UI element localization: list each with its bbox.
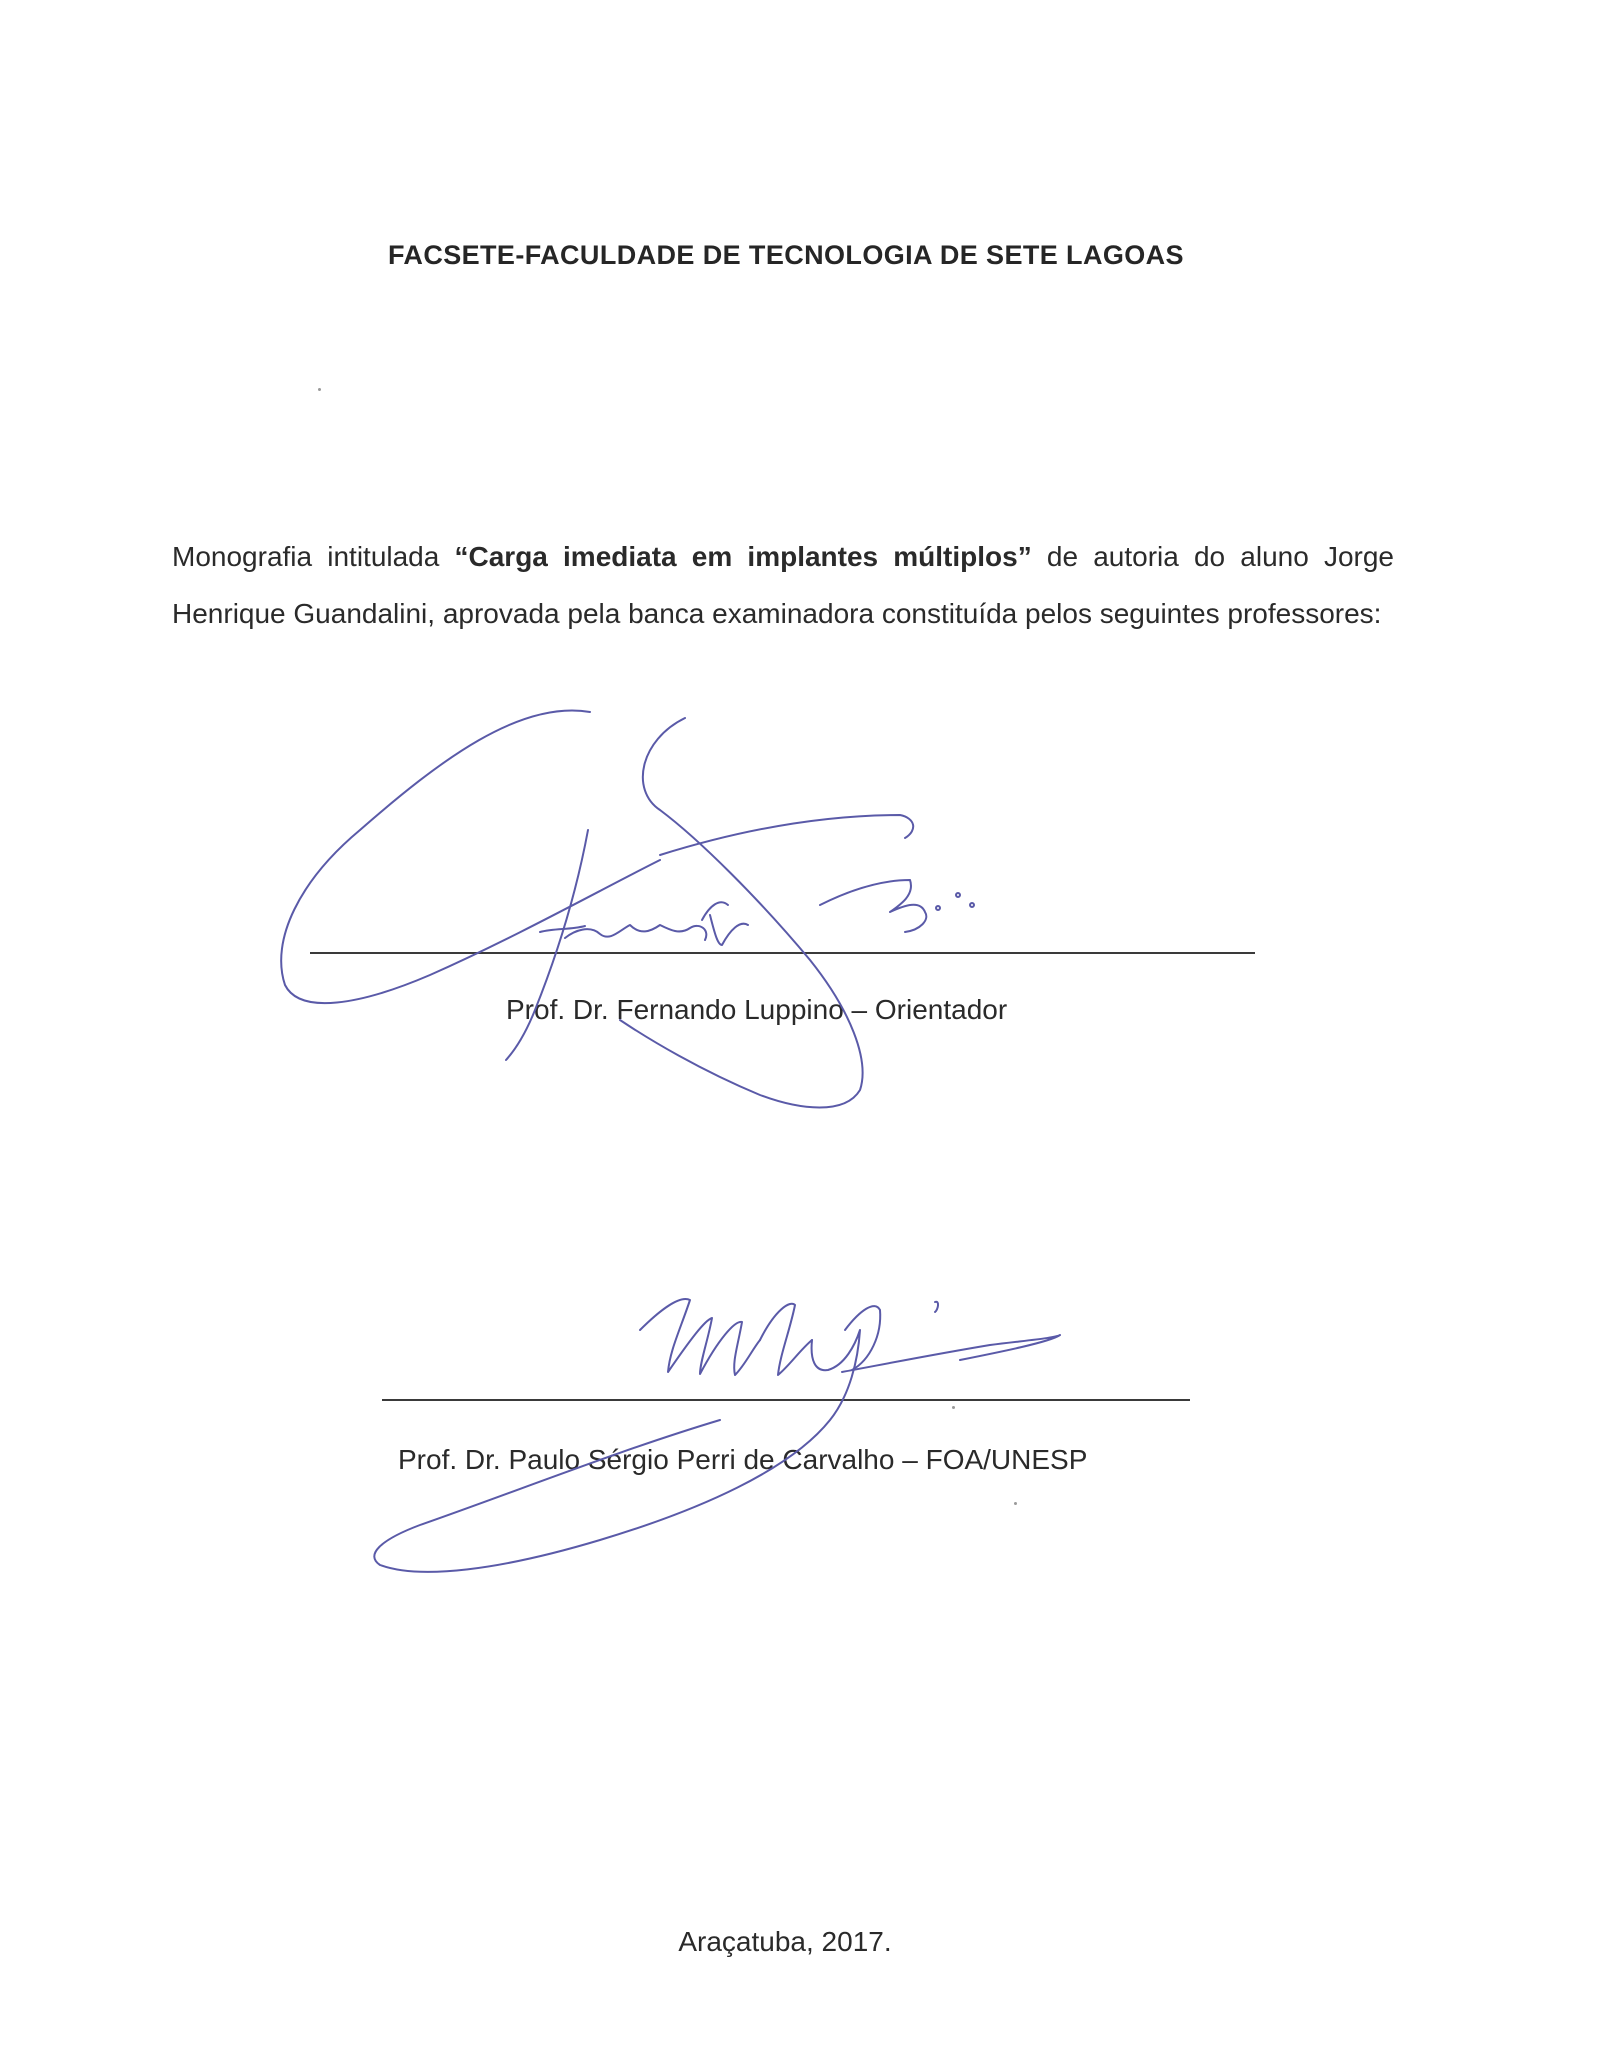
scan-speck xyxy=(1014,1502,1017,1505)
signatory-label-advisor: Prof. Dr. Fernando Luppino – Orientador xyxy=(506,994,1008,1025)
approval-suffix: de autoria do aluno Jorge Henrique Guandalini, aprovada pela banca examinadora constituída pelos seguintes professores: xyxy=(172,541,1394,629)
place-and-date: Araçatuba, 2017. xyxy=(678,1926,892,1957)
signature-line-advisor xyxy=(310,952,1255,954)
signature-line-examiner xyxy=(382,1399,1190,1401)
scan-speck xyxy=(952,1406,955,1409)
institution-title: FACSETE-FACULDADE DE TECNOLOGIA DE SETE LAGOAS xyxy=(388,240,1184,270)
signature-advisor xyxy=(281,710,974,1107)
signature-examiner xyxy=(374,1299,1060,1572)
approval-paragraph xyxy=(172,528,1394,642)
monograph-title: “Carga imediata em implantes múltiplos” xyxy=(454,541,1032,572)
scan-speck xyxy=(318,388,321,391)
approval-prefix: Monografia intitulada xyxy=(172,541,455,572)
signatory-label-examiner: Prof. Dr. Paulo Sérgio Perri de Carvalho – FOA/UNESP xyxy=(398,1444,1088,1475)
